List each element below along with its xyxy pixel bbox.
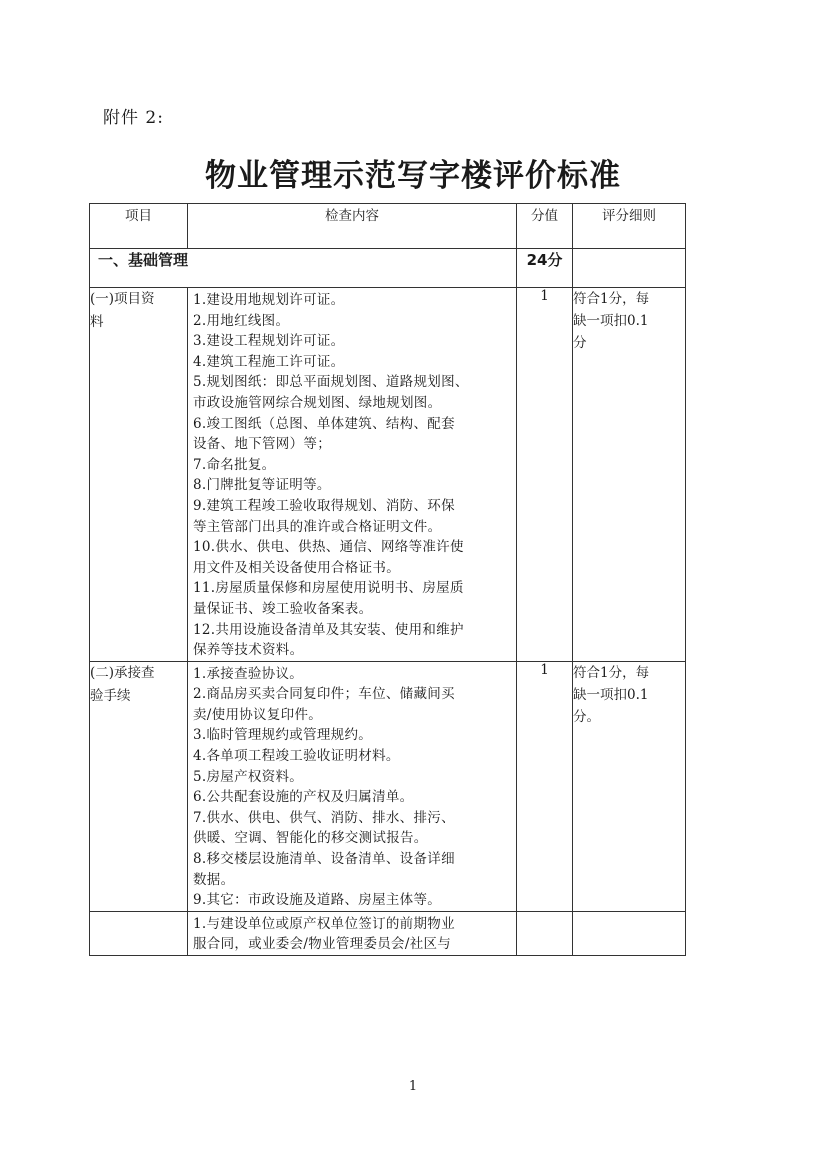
page-number: 1 [408, 1079, 418, 1094]
content-line: 3.临时管理规约或管理规约。 [193, 727, 373, 744]
content-line: 5.规划图纸：即总平面规划图、道路规划图、 [193, 374, 469, 391]
content-line: 5.房屋产权资料。 [193, 768, 304, 785]
content-line: 2.商品房买卖合同复印件；车位、储藏间买 [193, 686, 455, 703]
table-row [90, 288, 686, 662]
header-score: 分值 [517, 204, 573, 249]
content-line: 8.移交楼层设施清单、设备清单、设备详细 [193, 851, 455, 868]
score-cell: 1 [517, 288, 573, 662]
item-line: (一)项目资 [90, 291, 155, 307]
header-item: 项目 [90, 204, 188, 249]
contents-cell [188, 911, 517, 955]
content-line: 8.门牌批复等证明等。 [193, 477, 331, 494]
content-line: 量保证书、竣工验收备案表。 [193, 600, 373, 617]
contents-cell [188, 288, 517, 662]
content-line: 服合同，或业委会/物业管理委员会/社区与 [193, 936, 452, 953]
content-line: 10.供水、供电、供热、通信、网络等准许使 [193, 539, 464, 556]
page-title: 物业管理示范写字楼评价标准 [205, 158, 621, 194]
item-line: 料 [90, 314, 104, 330]
content-line: 设备、地下管网）等； [193, 436, 331, 453]
content-line: 2.用地红线图。 [193, 312, 290, 329]
evaluation-table [89, 203, 686, 956]
content-line: 1.建设用地规划许可证。 [193, 292, 345, 308]
content-line: 数据。 [193, 871, 235, 888]
content-line: 市政设施管网综合规划图、绿地规划图。 [193, 394, 442, 411]
detail-line: 缺一项扣0.1 [573, 313, 649, 329]
content-line: 6.竣工图纸（总图、单体建筑、结构、配套 [193, 415, 455, 432]
section-points: 24分 [517, 249, 573, 288]
table-header-row [90, 204, 686, 249]
content-line: 12.共用设施设备清单及其安装、使用和维护 [193, 621, 464, 638]
item-cell [90, 911, 188, 955]
item-cell [90, 661, 188, 911]
content-line: 9.其它：市政设施及道路、房屋主体等。 [193, 892, 442, 909]
detail-line: 符合1分，每 [573, 664, 650, 681]
content-line: 9.建筑工程竣工验收取得规划、消防、环保 [193, 497, 455, 514]
section-row [90, 249, 686, 288]
score-cell [517, 911, 573, 955]
detail-cell [573, 661, 686, 911]
detail-line: 缺一项扣0.1 [573, 686, 649, 703]
detail-cell [573, 288, 686, 662]
detail-cell [573, 911, 686, 955]
attachment-label: 附件 2: [103, 108, 164, 128]
content-line: 7.供水、供电、供气、消防、排水、排污、 [193, 809, 455, 826]
item-line: (二)承接查 [90, 664, 155, 681]
item-line: 验手续 [90, 687, 131, 704]
score-cell: 1 [517, 661, 573, 911]
table-row [90, 661, 686, 911]
contents-cell [188, 661, 517, 911]
content-line: 1.与建设单位或原产权单位签订的前期物业 [193, 915, 455, 932]
content-line: 6.公共配套设施的产权及归属清单。 [193, 789, 414, 806]
content-line: 3.建设工程规划许可证。 [193, 333, 345, 350]
header-contents: 检查内容 [188, 204, 517, 249]
content-line: 等主管部门出具的准许或合格证明文件。 [193, 518, 442, 535]
item-cell [90, 288, 188, 662]
content-line: 用文件及相关设备使用合格证书。 [193, 559, 400, 576]
content-line: 7.命名批复。 [193, 456, 276, 473]
content-line: 保养等技术资料。 [193, 642, 304, 659]
content-line: 1.承接查验协议。 [193, 665, 304, 682]
content-line: 卖/使用协议复印件。 [193, 706, 323, 723]
detail-line: 分 [573, 335, 587, 351]
detail-line: 分。 [573, 708, 600, 725]
content-line: 供暖、空调、智能化的移交测试报告。 [193, 830, 428, 847]
content-line: 4.建筑工程施工许可证。 [193, 353, 345, 370]
content-line: 11.房屋质量保修和房屋使用说明书、房屋质 [193, 580, 464, 597]
header-detail: 评分细则 [573, 204, 686, 249]
table-row [90, 911, 686, 955]
content-line: 4.各单项工程竣工验收证明材料。 [193, 748, 400, 765]
detail-line: 符合1分，每 [573, 291, 650, 307]
section-label: 一、基础管理 [90, 249, 517, 288]
section-blank [573, 249, 686, 288]
